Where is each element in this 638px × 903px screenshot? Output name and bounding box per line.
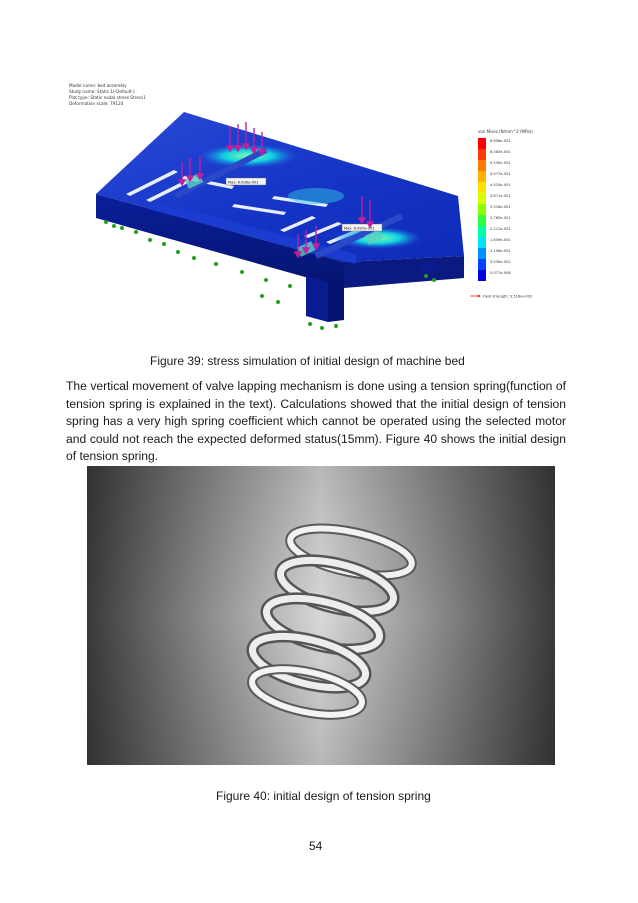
info-line: Study name: Static 1(-Default-)	[69, 89, 135, 94]
legend-swatch	[478, 193, 486, 204]
legend-title: von Mises (N/mm^2 (MPa))	[478, 129, 533, 134]
legend-swatch	[478, 215, 486, 226]
legend-value: 5.077e-008	[490, 271, 511, 275]
legend-swatch	[478, 270, 486, 281]
legend-value: 4.424e-001	[490, 183, 511, 187]
spring-render-image	[87, 466, 555, 765]
legend-values	[490, 139, 511, 275]
legend-value: 6.083e-001	[490, 150, 511, 154]
field-strength: Field strength: 3.516e+002	[483, 294, 533, 299]
legend-swatch	[478, 160, 486, 171]
legend-value: 2.212e-001	[490, 227, 511, 231]
legend-value: 1.659e-001	[490, 238, 511, 242]
max-label: Max: 6.636e-001	[228, 180, 259, 185]
info-line: Deformation scale: 79124	[69, 101, 124, 106]
stress-legend	[470, 129, 533, 299]
legend-value: 4.977e-001	[490, 172, 511, 176]
body-paragraph: The vertical movement of valve lapping mechanism is done using a tension spring(function of tension spring is explained in the text). Calculations showed that the initial design of tension spring has a very high spring coefficient which cannot be operated using the selected motor and could not reach the expected deformed status(15mm). Figure 40 shows the initial design of tension spring.	[66, 379, 566, 464]
stress-plot-image	[66, 76, 564, 344]
legend-swatch	[478, 237, 486, 248]
legend-value: 5.530e-002	[490, 260, 511, 264]
legend-value: 1.106e-001	[490, 249, 511, 253]
legend-value: 6.636e-001	[490, 139, 511, 143]
legend-value: 3.871e-001	[490, 194, 511, 198]
legend-swatch	[478, 226, 486, 237]
page-number: 54	[309, 839, 323, 853]
info-line: Model name: bed assembly	[69, 83, 127, 88]
legend-value: 3.318e-001	[490, 205, 511, 209]
max-label: Max: 6.637e-001	[344, 226, 375, 231]
legend-swatch	[478, 138, 486, 149]
legend-swatch	[478, 259, 486, 270]
figure-39-caption: Figure 39: stress simulation of initial design of machine bed	[150, 354, 465, 368]
legend-swatch	[478, 204, 486, 215]
legend-color-bar	[478, 138, 486, 281]
figure-40-tension-spring	[87, 466, 555, 765]
model-info-block	[69, 83, 146, 106]
legend-swatch	[478, 248, 486, 259]
figure-39-stress-simulation	[66, 76, 564, 344]
legend-swatch	[478, 182, 486, 193]
legend-swatch	[478, 171, 486, 182]
legend-value: 2.765e-001	[490, 216, 511, 220]
info-line: Plot type: Static nodal stress Stress1	[69, 95, 146, 100]
legend-swatch	[478, 149, 486, 160]
figure-40-caption: Figure 40: initial design of tension spring	[216, 789, 431, 803]
legend-value: 5.530e-001	[490, 161, 511, 165]
